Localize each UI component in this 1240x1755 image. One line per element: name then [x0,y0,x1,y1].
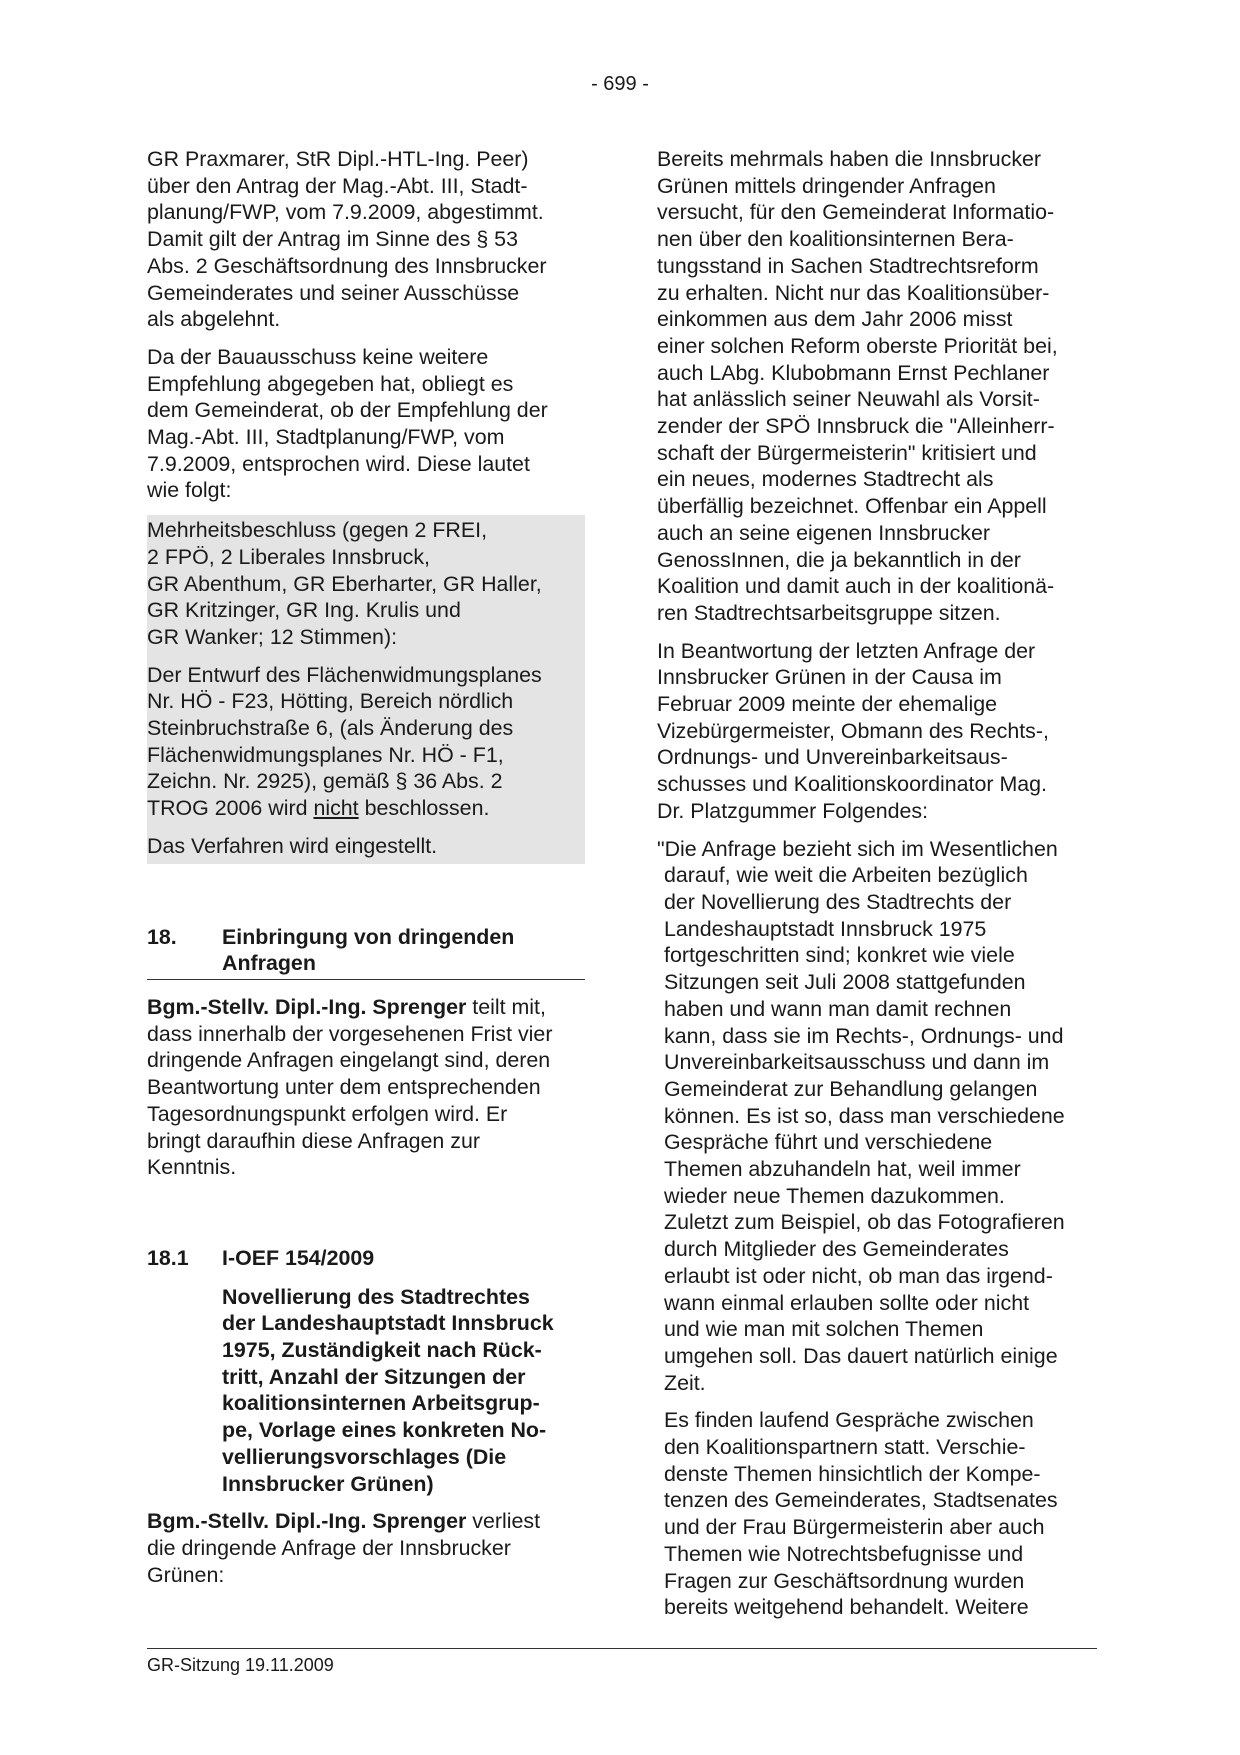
quote-text: darauf, wie weit die Arbeiten bezüglich der Novellierung des Stadtrechts der Landeshauptstadt Innsbruck 1975 fortgeschritten sind; konkret wie viele Sitzungen seit Juli 2008 stattgefunden haben und wann man damit rechnen kann, dass sie im Rechts-, Ordnungs- und Unvereinbarkeitsausschuss und dann im Gemeinderat zur Behandlung gelangen können. Es ist so, dass man verschiedene Gespräche führt und verschiedene Themen abzuhandeln hat, weil immer wieder neue Themen dazukommen. Zuletzt zum Beispiel, ob das Fotografieren durch Mitglieder des Gemeinderates erlaubt ist oder nicht, ob man das irgend- wann einmal erlauben sollte oder nicht und wie man mit solchen Themen umgehen soll. Das dauert natürlich einige Zeit. [664,863,1065,1395]
paragraph [147,994,585,1181]
subsection-number: 18.1 [147,1245,189,1270]
paragraph: Bereits mehrmals haben die Innsbrucker Grünen mittels dringender Anfragen versucht, für den Gemeinderat Informatio- nen über den koalitionsinternen Bera- tungsstand in Sachen Stadtrechtsreform zu erhalten. Nicht nur das Koalitionsüber- einkommen aus dem Jahr 2006 misst einer solchen Reform oberste Priorität bei, auch LAbg. Klubobmann Ernst Pechlaner hat anlässlich seiner Neuwahl als Vorsit- zender der SPÖ Innsbruck die "Alleinherr- schaft der Bürgermeisterin" kritisiert und ein neues, modernes Stadtrecht als überfällig bezeichnet. Offenbar ein Appell auch an seine eigenen Innsbrucker GenossInnen, die ja bekanntlich in der Koalition und damit auch in der koalitionä- ren Stadtrechtsarbeitsgruppe sitzen. [657,147,1058,625]
paragraph: In Beantwortung der letzten Anfrage der Innsbrucker Grünen in der Causa im Februar 2009 meinte der ehemalige Vizebürgermeister, Obmann des Rechts-, Ordnungs- und Unvereinbarkeitsaus- schusses und Koalitionskoordinator Mag. Dr. Platzgummer Folgendes: [657,638,1049,823]
footer-text: GR-Sitzung 19.11.2009 [147,1655,334,1675]
section-heading [147,924,585,980]
resolution-vote: Mehrheitsbeschluss (gegen 2 FREI, 2 FPÖ, 2 Liberales Innsbruck, GR Abenthum, GR Eberharter, GR Haller, GR Kritzinger, GR Ing. Krulis und GR Wanker; 12 Stimmen): [147,518,542,649]
quote-first-line: "Die Anfrage bezieht sich im Wesentlichen [657,836,1058,861]
quote-paragraph [657,836,1097,1397]
resolution-text [147,662,585,822]
resolution-text-part: Der Entwurf des Flächenwidmungsplanes Nr. HÖ - F23, Hötting, Bereich nördlich Steinbruchstraße 6, (als Änderung des Flächenwidmungsplanes Nr. HÖ - F1, Zeichn. Nr. 2925), gemäß § 36 Abs. 2 TROG 2006 wird [147,662,542,821]
subsection-title: Novellierung des Stadtrechtes der Landeshauptstadt Innsbruck 1975, Zuständigkeit nach Rück- tritt, Anzahl der Sitzungen der koalitionsinternen Arbeitsgrup- pe, Vorlage eines konkreten No- vellierungsvorschlages (Die Innsbrucker Grünen) [222,1284,554,1496]
subsection-code: I-OEF 154/2009 [222,1245,375,1270]
subsection-heading [147,1245,585,1272]
paragraph: GR Praxmarer, StR Dipl.-HTL-Ing. Peer) über den Antrag der Mag.-Abt. III, Stadt- planung/FWP, vom 7.9.2009, abgestimmt. Damit gilt der Antrag im Sinne des § 53 Abs. 2 Geschäftsordnung des Innsbrucker Gemeinderates und seiner Ausschüsse als abgelehnt. [147,147,547,332]
quote-paragraph: Es finden laufend Gespräche zwischen den Koalitionspartnern statt. Verschie- denste Themen hinsichtlich der Kompe- tenzen des Gemeinderates, Stadtsenates und der Frau Bürgermeisterin aber auch Themen wie Notrechtsbefugnisse und Fragen zur Geschäftsordnung wurden bereits weitgehend behandelt. Weitere [664,1408,1058,1620]
resolution-box [147,515,585,863]
section-title: Einbringung von dringenden Anfragen [222,924,515,976]
right-column [657,146,1097,1632]
resolution-closing: Das Verfahren wird eingestellt. [147,833,438,858]
speaker-name: Bgm.-Stellv. Dipl.-Ing. Sprenger [147,994,467,1019]
speaker-name: Bgm.-Stellv. Dipl.-Ing. Sprenger [147,1509,467,1534]
paragraph-text: teilt mit, dass innerhalb der vorgesehenen Frist vier dringende Anfragen eingelangt sind, deren Beantwortung unter dem entsprechenden Tagesordnungspunkt erfolgen wird. Er bringt daraufhin diese Anfragen zur Kenntnis. [147,994,553,1180]
resolution-text-part: beschlossen. [358,796,490,821]
paragraph [147,1508,585,1588]
page-number: - 699 - [591,73,649,95]
paragraph-text: verliest die dringende Anfrage der Innsbrucker Grünen: [147,1509,541,1587]
footer-divider [147,1648,1097,1649]
section-number: 18. [147,924,177,949]
paragraph: Da der Bauausschuss keine weitere Empfehlung abgegeben hat, obliegt es dem Gemeinderat, ob der Empfehlung der Mag.-Abt. III, Stadtplanung/FWP, vom 7.9.2009, entsprochen wird. Diese lautet wie folgt: [147,344,548,503]
left-column [147,146,585,1599]
underlined-word: nicht [313,796,359,821]
